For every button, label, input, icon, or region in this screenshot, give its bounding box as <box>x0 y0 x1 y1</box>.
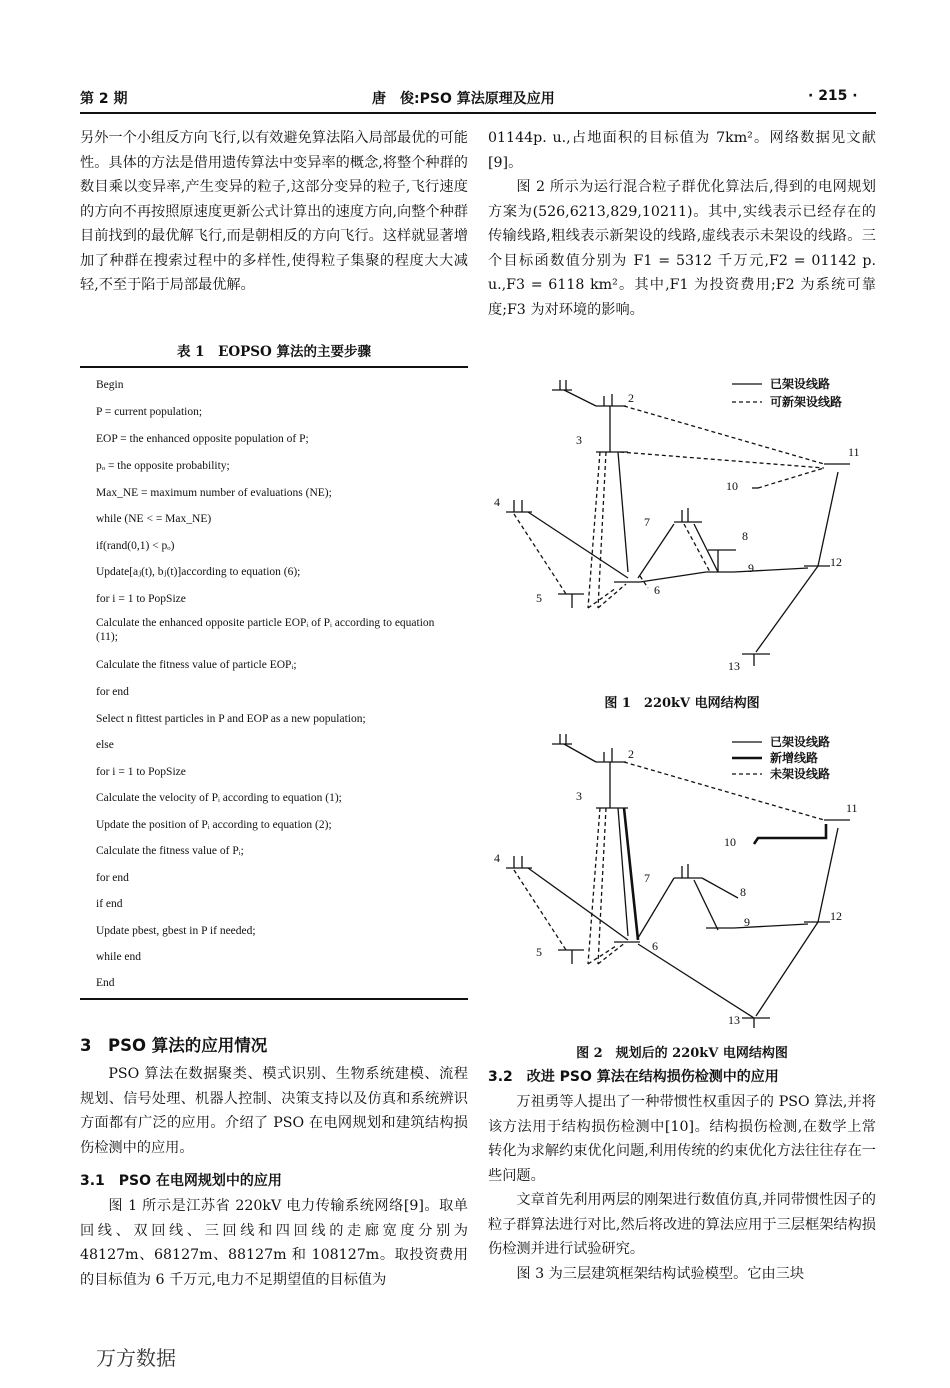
left-top-paragraph: 另外一个小组反方向飞行,以有效避免算法陷入局部最优的可能性。具体的方法是借用遗传算法中变异率的概念,将整个种群的数目乘以变异率,产生变异的粒子,这部分变异的粒子,飞行速度的方向不再按照原速度更新公式计算出的速度方向,向整个种群目前找到的最优解飞行,而是朝相反的方向飞行。这样就显著增加了种群在搜索过程中的多样性,使得粒子集聚的程度大大减轻,不至于陷于局部最优解。 <box>80 130 468 293</box>
table-line: for i = 1 to PopSize <box>96 766 186 778</box>
figure-1-network-diagram <box>488 372 876 684</box>
right-top-text <box>488 126 876 322</box>
node-label: 10 <box>724 835 736 849</box>
node-label: 6 <box>652 939 658 953</box>
node-label: 13 <box>728 1013 740 1027</box>
section-3-paragraph: PSO 算法在数据聚类、模式识别、生物系统建模、流程规划、信号处理、机器人控制、决策支持以及仿真和系统辨识方面都有广泛的应用。介绍了 PSO 在电网规划和建筑结构损伤检测中的应用。 <box>80 1066 468 1156</box>
right-paragraph-1: 01144p. u.,占地面积的目标值为 7km²。网络数据见文献[9]。 <box>488 130 876 171</box>
running-title: 唐 俊:PSO 算法原理及应用 <box>372 91 555 107</box>
section-3-2-paragraph-3: 图 3 为三层建筑框架结构试验模型。它由三块 <box>516 1265 805 1282</box>
page-number: · 215 · <box>808 88 858 104</box>
legend-label: 可新架设线路 <box>770 395 843 409</box>
table-line: Calculate the fitness value of particle EOPᵢ; <box>96 659 297 671</box>
node-label: 10 <box>726 479 738 493</box>
node-label: 9 <box>744 915 750 929</box>
node-label: 12 <box>830 555 842 569</box>
node-label: 2 <box>628 747 634 761</box>
table-line: pₒ = the opposite probability; <box>96 460 230 472</box>
table-line: Begin <box>96 379 124 391</box>
section-3-1-heading: 3.1 PSO 在电网规划中的应用 <box>80 1173 282 1189</box>
legend-label: 新增线路 <box>770 751 819 765</box>
node-label: 5 <box>536 945 542 959</box>
figure-1-caption: 图 1 220kV 电网结构图 <box>604 696 760 711</box>
watermark: 万方数据 <box>96 1346 176 1370</box>
table-line: Calculate the velocity of Pᵢ according to equation (1); <box>96 792 342 804</box>
header-rule <box>80 112 876 114</box>
legend-label: 已架设线路 <box>770 735 831 749</box>
table-line: for end <box>96 686 129 698</box>
node-label: 6 <box>654 583 660 597</box>
node-label: 8 <box>742 529 748 543</box>
node-label: 3 <box>576 789 582 803</box>
table-line: Calculate the enhanced opposite particle EOPᵢ of Pᵢ according to equation (11); <box>96 617 435 643</box>
table-line: P = current population; <box>96 406 203 418</box>
section-3-2-paragraph-1: 万祖勇等人提出了一种带惯性权重因子的 PSO 算法,并将该方法用于结构损伤检测中[10]。结构损伤检测,在数学上常转化为求解约束优化问题,利用传统的约束优化方法往往存在一些问题。 <box>488 1094 876 1184</box>
algorithm-table <box>80 366 468 1000</box>
node-label: 2 <box>628 391 634 405</box>
node-label: 4 <box>494 851 500 865</box>
table-line: Update pbest, gbest in P if needed; <box>96 925 256 937</box>
table-line: for end <box>96 872 129 884</box>
table-title: 表 1 EOPSO 算法的主要步骤 <box>176 344 371 360</box>
node-label: 9 <box>748 561 754 575</box>
node-label: 8 <box>740 885 746 899</box>
node-label: 4 <box>494 495 500 509</box>
table-line: while (NE < = Max_NE) <box>96 513 212 525</box>
table-line: for i = 1 to PopSize <box>96 593 186 605</box>
table-line: if(rand(0,1) < pₒ) <box>96 540 175 552</box>
node-label: 7 <box>644 871 650 885</box>
table-line: Calculate the fitness value of Pᵢ; <box>96 845 244 857</box>
section-3-2-paragraph-2: 文章首先利用两层的刚架进行数值仿真,并同带惯性因子的粒子群算法进行对比,然后将改进的算法应用于三层框架结构损伤检测并进行试验研究。 <box>488 1192 876 1257</box>
node-label: 13 <box>728 659 740 673</box>
table-line: else <box>96 739 114 751</box>
node-label: 5 <box>536 591 542 605</box>
node-label: 11 <box>848 445 860 459</box>
table-line: EOP = the enhanced opposite population of P; <box>96 433 309 445</box>
figure-2-network-diagram <box>488 728 876 1034</box>
legend-label: 未架设线路 <box>770 767 831 781</box>
table-line: while end <box>96 951 142 963</box>
node-label: 11 <box>846 801 858 815</box>
table-line: Update the position of Pᵢ according to equation (2); <box>96 819 332 831</box>
table-line: End <box>96 977 115 989</box>
right-paragraph-2: 图 2 所示为运行混合粒子群优化算法后,得到的电网规划方案为(526,6213,829,10211)。其中,实线表示已经存在的传输线路,粗线表示新架设的线路,虚线表示未架设的线路。三个目标函数值分别为 F1 = 5312 千万元,F2 = 01142 p. u.,F3 = 6118 km²。其中,F1 为投资费用;F2 为系统可靠度;F3 为对环境的影响。 <box>488 179 876 318</box>
issue-number: 第 2 期 <box>80 91 128 107</box>
node-label: 7 <box>644 515 650 529</box>
left-top-text <box>80 126 468 298</box>
legend-label: 已架设线路 <box>770 377 831 391</box>
table-line: if end <box>96 898 123 910</box>
section-3-1-paragraph: 图 1 所示是江苏省 220kV 电力传输系统网络[9]。取单回线、双回线、三回线和四回线的走廊宽度分别为 48127m、68127m、88127m 和 108127m。取投资费用的目标值为 6 千万元,电力不足期望值的目标值为 <box>80 1198 468 1288</box>
node-label: 12 <box>830 909 842 923</box>
section-3-2-heading: 3.2 改进 PSO 算法在结构损伤检测中的应用 <box>488 1069 779 1085</box>
section-3-2-text <box>488 1090 876 1286</box>
table-line: Select n fittest particles in P and EOP as a new population; <box>96 713 366 725</box>
table-line: Max_NE = maximum number of evaluations (NE); <box>96 487 332 499</box>
section-3-heading: 3 PSO 算法的应用情况 <box>80 1036 268 1055</box>
section-3-text <box>80 1062 468 1160</box>
node-label: 3 <box>576 433 582 447</box>
table-line: Update[aⱼ(t), bⱼ(t)]according to equation (6); <box>96 566 301 578</box>
figure-2-caption: 图 2 规划后的 220kV 电网结构图 <box>576 1046 788 1061</box>
section-3-1-text <box>80 1194 468 1292</box>
